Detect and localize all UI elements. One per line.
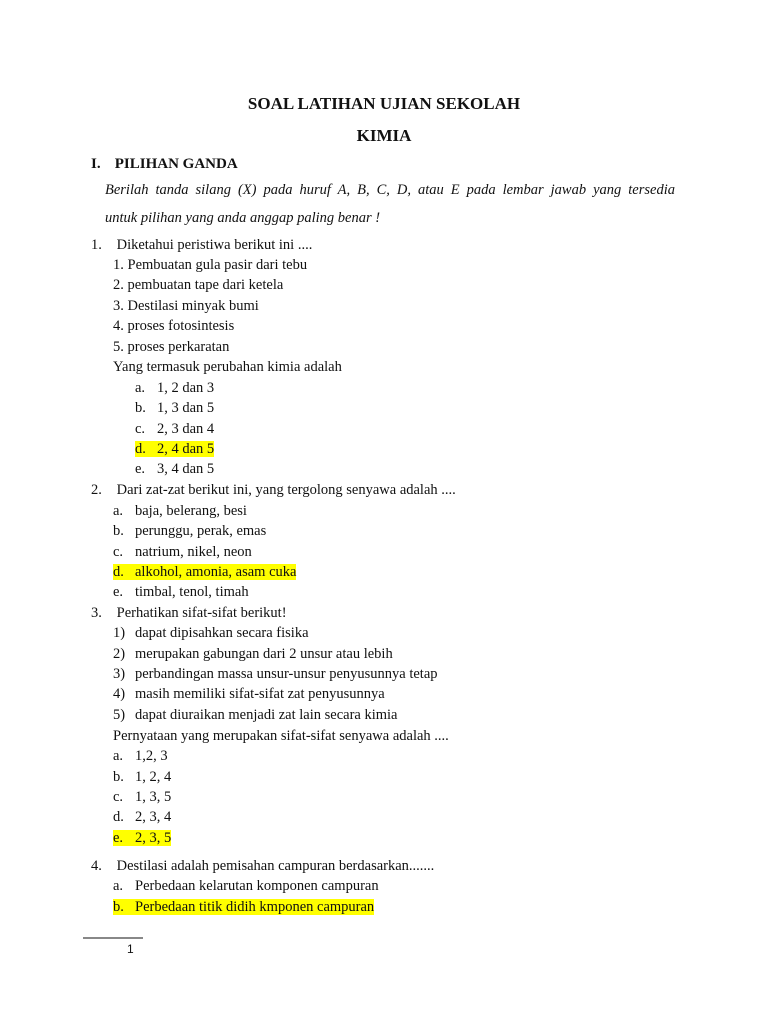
answer-option [113, 788, 171, 806]
list-item [113, 685, 385, 703]
question-number: 2. [91, 482, 102, 498]
option-label: e. [113, 584, 124, 600]
list-item [113, 624, 309, 642]
item-label: 2) [113, 646, 126, 662]
question-prompt: Pernyataan yang merupakan sifat-sifat senyawa adalah .... [113, 728, 449, 744]
list-item [113, 665, 438, 683]
option-text: natrium, nikel, neon [135, 544, 252, 560]
answer-option [135, 460, 214, 478]
option-text: 3, 4 dan 5 [157, 461, 215, 477]
option-label: d. [113, 809, 124, 825]
question-4 [91, 857, 434, 875]
option-text: 2, 4 dan 5 [157, 441, 215, 457]
item-text: dapat dipisahkan secara fisika [135, 625, 309, 641]
answer-option [113, 522, 266, 540]
answer-option [135, 399, 214, 417]
option-text: 1, 3 dan 5 [157, 400, 215, 416]
answer-option [113, 877, 379, 895]
option-label: b. [113, 769, 124, 785]
option-label: b. [113, 899, 124, 915]
instruction-line-2: untuk pilihan yang anda anggap paling benar ! [105, 210, 381, 226]
option-text: timbal, tenol, timah [135, 584, 249, 600]
answer-option-highlighted [113, 563, 296, 581]
footer-divider [83, 937, 143, 939]
option-label: e. [113, 830, 124, 846]
item-text: perbandingan massa unsur-unsur penyusunnya tetap [135, 666, 438, 682]
option-text: Perbedaan titik didih kmponen campuran [135, 899, 375, 915]
answer-option [113, 543, 252, 561]
option-text: alkohol, amonia, asam cuka [135, 564, 297, 580]
option-label: a. [113, 748, 124, 764]
item-text: masih memiliki sifat-sifat zat penyusunnya [135, 686, 385, 702]
question-text: Perhatikan sifat-sifat berikut! [116, 605, 287, 621]
list-item: 2. pembuatan tape dari ketela [113, 277, 284, 293]
answer-option-highlighted [113, 829, 171, 847]
option-text: Perbedaan kelarutan komponen campuran [135, 878, 379, 894]
answer-option [135, 420, 214, 438]
question-number: 4. [91, 858, 102, 874]
option-text: 1, 3, 5 [135, 789, 172, 805]
section-title: PILIHAN GANDA [114, 156, 238, 172]
option-label: b. [135, 400, 146, 416]
answer-option [113, 808, 171, 826]
page-number: 1 [127, 942, 134, 956]
list-item: 5. proses perkaratan [113, 339, 230, 355]
answer-option [113, 747, 168, 765]
item-text: dapat diuraikan menjadi zat lain secara kimia [135, 707, 398, 723]
answer-option [113, 768, 171, 786]
option-label: e. [135, 461, 146, 477]
option-text: perunggu, perak, emas [135, 523, 267, 539]
item-text: merupakan gabungan dari 2 unsur atau lebih [135, 646, 393, 662]
question-2 [91, 481, 456, 499]
option-label: c. [113, 544, 124, 560]
list-item: 4. proses fotosintesis [113, 318, 235, 334]
list-item [113, 706, 398, 724]
question-prompt: Yang termasuk perubahan kimia adalah [113, 359, 342, 375]
question-number: 1. [91, 237, 102, 253]
option-text: baja, belerang, besi [135, 503, 247, 519]
question-3 [91, 604, 287, 622]
option-label: d. [113, 564, 124, 580]
option-text: 1, 2, 4 [135, 769, 172, 785]
option-label: d. [135, 441, 146, 457]
question-1 [91, 236, 312, 254]
item-label: 4) [113, 686, 126, 702]
option-label: b. [113, 523, 124, 539]
option-text: 2, 3, 4 [135, 809, 172, 825]
answer-option [113, 583, 249, 601]
answer-option [135, 379, 214, 397]
option-label: c. [113, 789, 124, 805]
question-text: Diketahui peristiwa berikut ini .... [116, 237, 313, 253]
question-text: Dari zat-zat berikut ini, yang tergolong senyawa adalah .... [116, 482, 456, 498]
option-label: a. [113, 878, 124, 894]
option-text: 2, 3, 5 [135, 830, 172, 846]
option-text: 1,2, 3 [135, 748, 168, 764]
option-label: a. [113, 503, 124, 519]
list-item: 3. Destilasi minyak bumi [113, 298, 259, 314]
option-label: a. [135, 380, 146, 396]
subject-title: KIMIA [356, 126, 412, 145]
answer-option-highlighted [113, 898, 374, 916]
answer-option [113, 502, 247, 520]
option-text: 2, 3 dan 4 [157, 421, 215, 437]
item-label: 1) [113, 625, 126, 641]
list-item [113, 645, 393, 663]
option-label: c. [135, 421, 146, 437]
section-number: I. [91, 156, 101, 172]
document-title: SOAL LATIHAN UJIAN SEKOLAH [247, 94, 521, 113]
item-label: 3) [113, 666, 126, 682]
section-heading [91, 156, 238, 173]
option-text: 1, 2 dan 3 [157, 380, 215, 396]
list-item: 1. Pembuatan gula pasir dari tebu [113, 257, 308, 273]
item-label: 5) [113, 707, 126, 723]
question-text: Destilasi adalah pemisahan campuran berdasarkan....... [116, 858, 435, 874]
instruction-line-1: Berilah tanda silang (X) pada huruf A, B, C, D, atau E pada lembar jawab yang tersedia [105, 182, 675, 198]
question-number: 3. [91, 605, 102, 621]
answer-option-highlighted [135, 440, 214, 458]
